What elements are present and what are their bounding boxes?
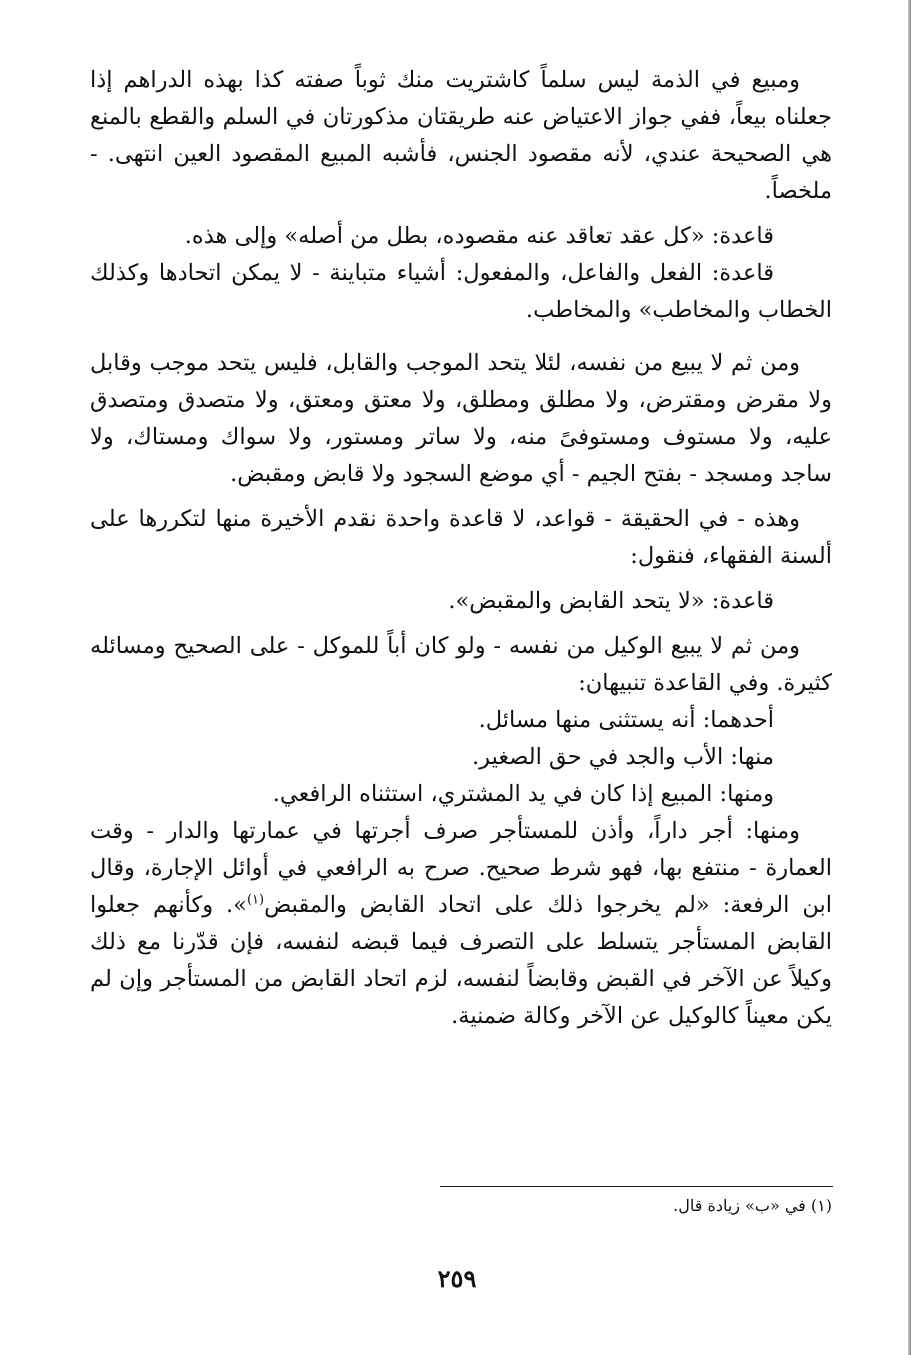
footnote-divider <box>440 1186 833 1187</box>
note-1: أحدهما: أنه يستثنى منها مسائل. <box>478 707 774 733</box>
rule-2: قاعدة: الفعل والفاعل، والمفعول: أشياء متباينة - لا يمكن اتحادها وكذلك الخطاب والمخاطب» والمخاطب. <box>90 260 832 323</box>
note-2: منها: الأب والجد في حق الصغير. <box>472 744 774 770</box>
paragraph-5-start: ومنها: أجر داراً، وأذن للمستأجر صرف أجرتها في عمارتها والدار - وقت العمارة - منتفع بها، فهو شرط صحيح. صرح به الرافعي في أوائل الإجارة، وقال ابن الرفعة: «لم يخرجوا ذلك على اتحاد القابض والمقبض <box>90 818 832 918</box>
page-edge-shadow <box>908 0 911 1355</box>
footnote: (١) في «ب» زيادة قال. <box>673 1196 832 1215</box>
paragraph-4: ومن ثم لا يبيع الوكيل من نفسه - ولو كان أباً للموكل - على الصحيح ومسائله كثيرة. وفي القاعدة تنبيهان: <box>90 633 832 696</box>
rule-1: قاعدة: «كل عقد تعاقد عنه مقصوده، بطل من أصله» وإلى هذه. <box>184 223 774 249</box>
paragraph-3: وهذه - في الحقيقة - قواعد، لا قاعدة واحدة نقدم الأخيرة منها لتكررها على ألسنة الفقهاء، فنقول: <box>90 506 832 569</box>
page-number: ٢٥٩ <box>437 1264 477 1293</box>
paragraph-2: ومن ثم لا يبيع من نفسه، لئلا يتحد الموجب والقابل، فليس يتحد موجب وقابل ولا مقرض ومقترض، ولا مطلق ومطلق، ولا معتق ومعتق، ولا متصدق ومتصدق عليه، ولا مستوف ومستوفىً منه، ولا ساتر ومستور، ولا سواك ومستاك، ولا ساجد ومسجد - بفتح الجيم - أي موضع السجود ولا قابض ومقبض. <box>90 350 832 487</box>
rule-3: قاعدة: «لا يتحد القابض والمقبض». <box>448 588 774 614</box>
footnote-ref[interactable]: (١) <box>246 892 265 908</box>
paragraph-5-end: ». وكأنهم جعلوا القابض المستأجر يتسلط على التصرف فيما قبضه لنفسه، فإن قدّرنا مع ذلك وكيلاً عن الآخر في القبض وقابضاً لنفسه، لزم اتحاد القابض من المستأجر وإن لم يكن معيناً كالوكيل عن الآخر وكالة ضمنية. <box>90 892 832 1029</box>
paragraph-5 <box>90 813 832 1035</box>
note-3: ومنها: المبيع إذا كان في يد المشتري، استثناه الرافعي. <box>272 781 774 807</box>
paragraph-1: ومبيع في الذمة ليس سلماً كاشتريت منك ثوباً صفته كذا بهذه الدراهم إذا جعلناه بيعاً، ففي جواز الاعتياض عنه طريقتان مذكورتان في السلم والقطع بالمنع هي الصحيحة عندي، لأنه مقصود الجنس، فأشبه المبيع المقصود العين انتهى. - ملخصاً. <box>90 67 832 204</box>
page-body <box>90 62 832 1035</box>
